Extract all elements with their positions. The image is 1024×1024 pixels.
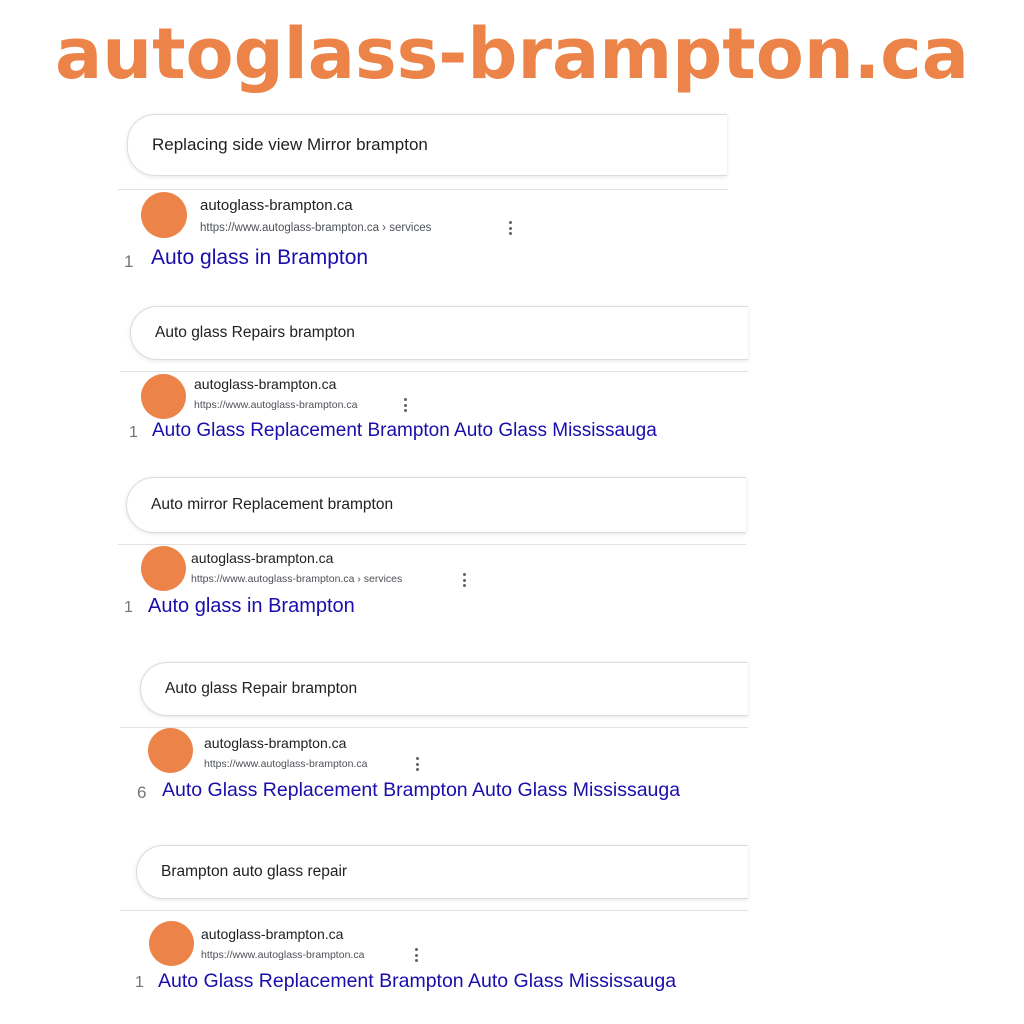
site-name: autoglass-brampton.ca bbox=[194, 376, 337, 392]
results-divider bbox=[120, 910, 748, 911]
search-query-box[interactable] bbox=[127, 114, 727, 176]
more-options-icon[interactable] bbox=[413, 757, 421, 771]
more-options-icon[interactable] bbox=[412, 948, 420, 962]
results-divider bbox=[118, 189, 728, 190]
result-title-link[interactable]: Auto glass in Brampton bbox=[151, 246, 369, 269]
more-options-icon[interactable] bbox=[460, 573, 468, 587]
search-query-text: Auto glass Repairs brampton bbox=[155, 324, 355, 341]
search-query-box[interactable] bbox=[126, 477, 746, 533]
site-name: autoglass-brampton.ca bbox=[191, 550, 334, 566]
site-url[interactable]: https://www.autoglass-brampton.ca bbox=[194, 399, 358, 411]
result-title-link[interactable]: Auto Glass Replacement Brampton Auto Glass Mississauga bbox=[158, 970, 677, 992]
search-query-box[interactable] bbox=[130, 306, 748, 360]
search-query-text: Replacing side view Mirror brampton bbox=[152, 135, 428, 154]
more-options-icon[interactable] bbox=[401, 398, 409, 412]
search-query-box[interactable] bbox=[140, 662, 748, 716]
site-favicon-icon bbox=[149, 921, 194, 966]
result-rank: 1 bbox=[129, 424, 138, 441]
site-url[interactable]: https://www.autoglass-brampton.ca › services bbox=[191, 573, 403, 585]
site-url[interactable]: https://www.autoglass-brampton.ca bbox=[201, 949, 365, 961]
search-query-text: Auto mirror Replacement brampton bbox=[151, 496, 394, 513]
site-favicon-icon bbox=[141, 546, 186, 591]
results-divider bbox=[120, 371, 748, 372]
site-name: autoglass-brampton.ca bbox=[204, 735, 347, 751]
result-rank: 1 bbox=[124, 252, 134, 271]
result-title-link[interactable]: Auto glass in Brampton bbox=[148, 595, 355, 617]
site-favicon-icon bbox=[141, 374, 186, 419]
result-rank: 1 bbox=[124, 599, 133, 616]
search-query-text: Brampton auto glass repair bbox=[161, 863, 348, 880]
site-url[interactable]: https://www.autoglass-brampton.ca › services bbox=[200, 222, 432, 234]
site-name: autoglass-brampton.ca bbox=[201, 926, 344, 942]
results-divider bbox=[120, 727, 748, 728]
site-url[interactable]: https://www.autoglass-brampton.ca bbox=[204, 758, 368, 770]
result-rank: 6 bbox=[137, 783, 147, 802]
search-query-box[interactable] bbox=[136, 845, 748, 899]
site-favicon-icon bbox=[141, 192, 187, 238]
search-query-text: Auto glass Repair brampton bbox=[165, 680, 358, 697]
site-name: autoglass-brampton.ca bbox=[200, 197, 353, 214]
results-divider bbox=[118, 544, 746, 545]
more-options-icon[interactable] bbox=[506, 221, 514, 235]
result-title-link[interactable]: Auto Glass Replacement Brampton Auto Glass Mississauga bbox=[152, 420, 657, 441]
page-title: autoglass-brampton.ca bbox=[55, 13, 969, 95]
result-title-link[interactable]: Auto Glass Replacement Brampton Auto Glass Mississauga bbox=[162, 779, 681, 801]
site-favicon-icon bbox=[148, 728, 193, 773]
result-rank: 1 bbox=[135, 974, 144, 991]
